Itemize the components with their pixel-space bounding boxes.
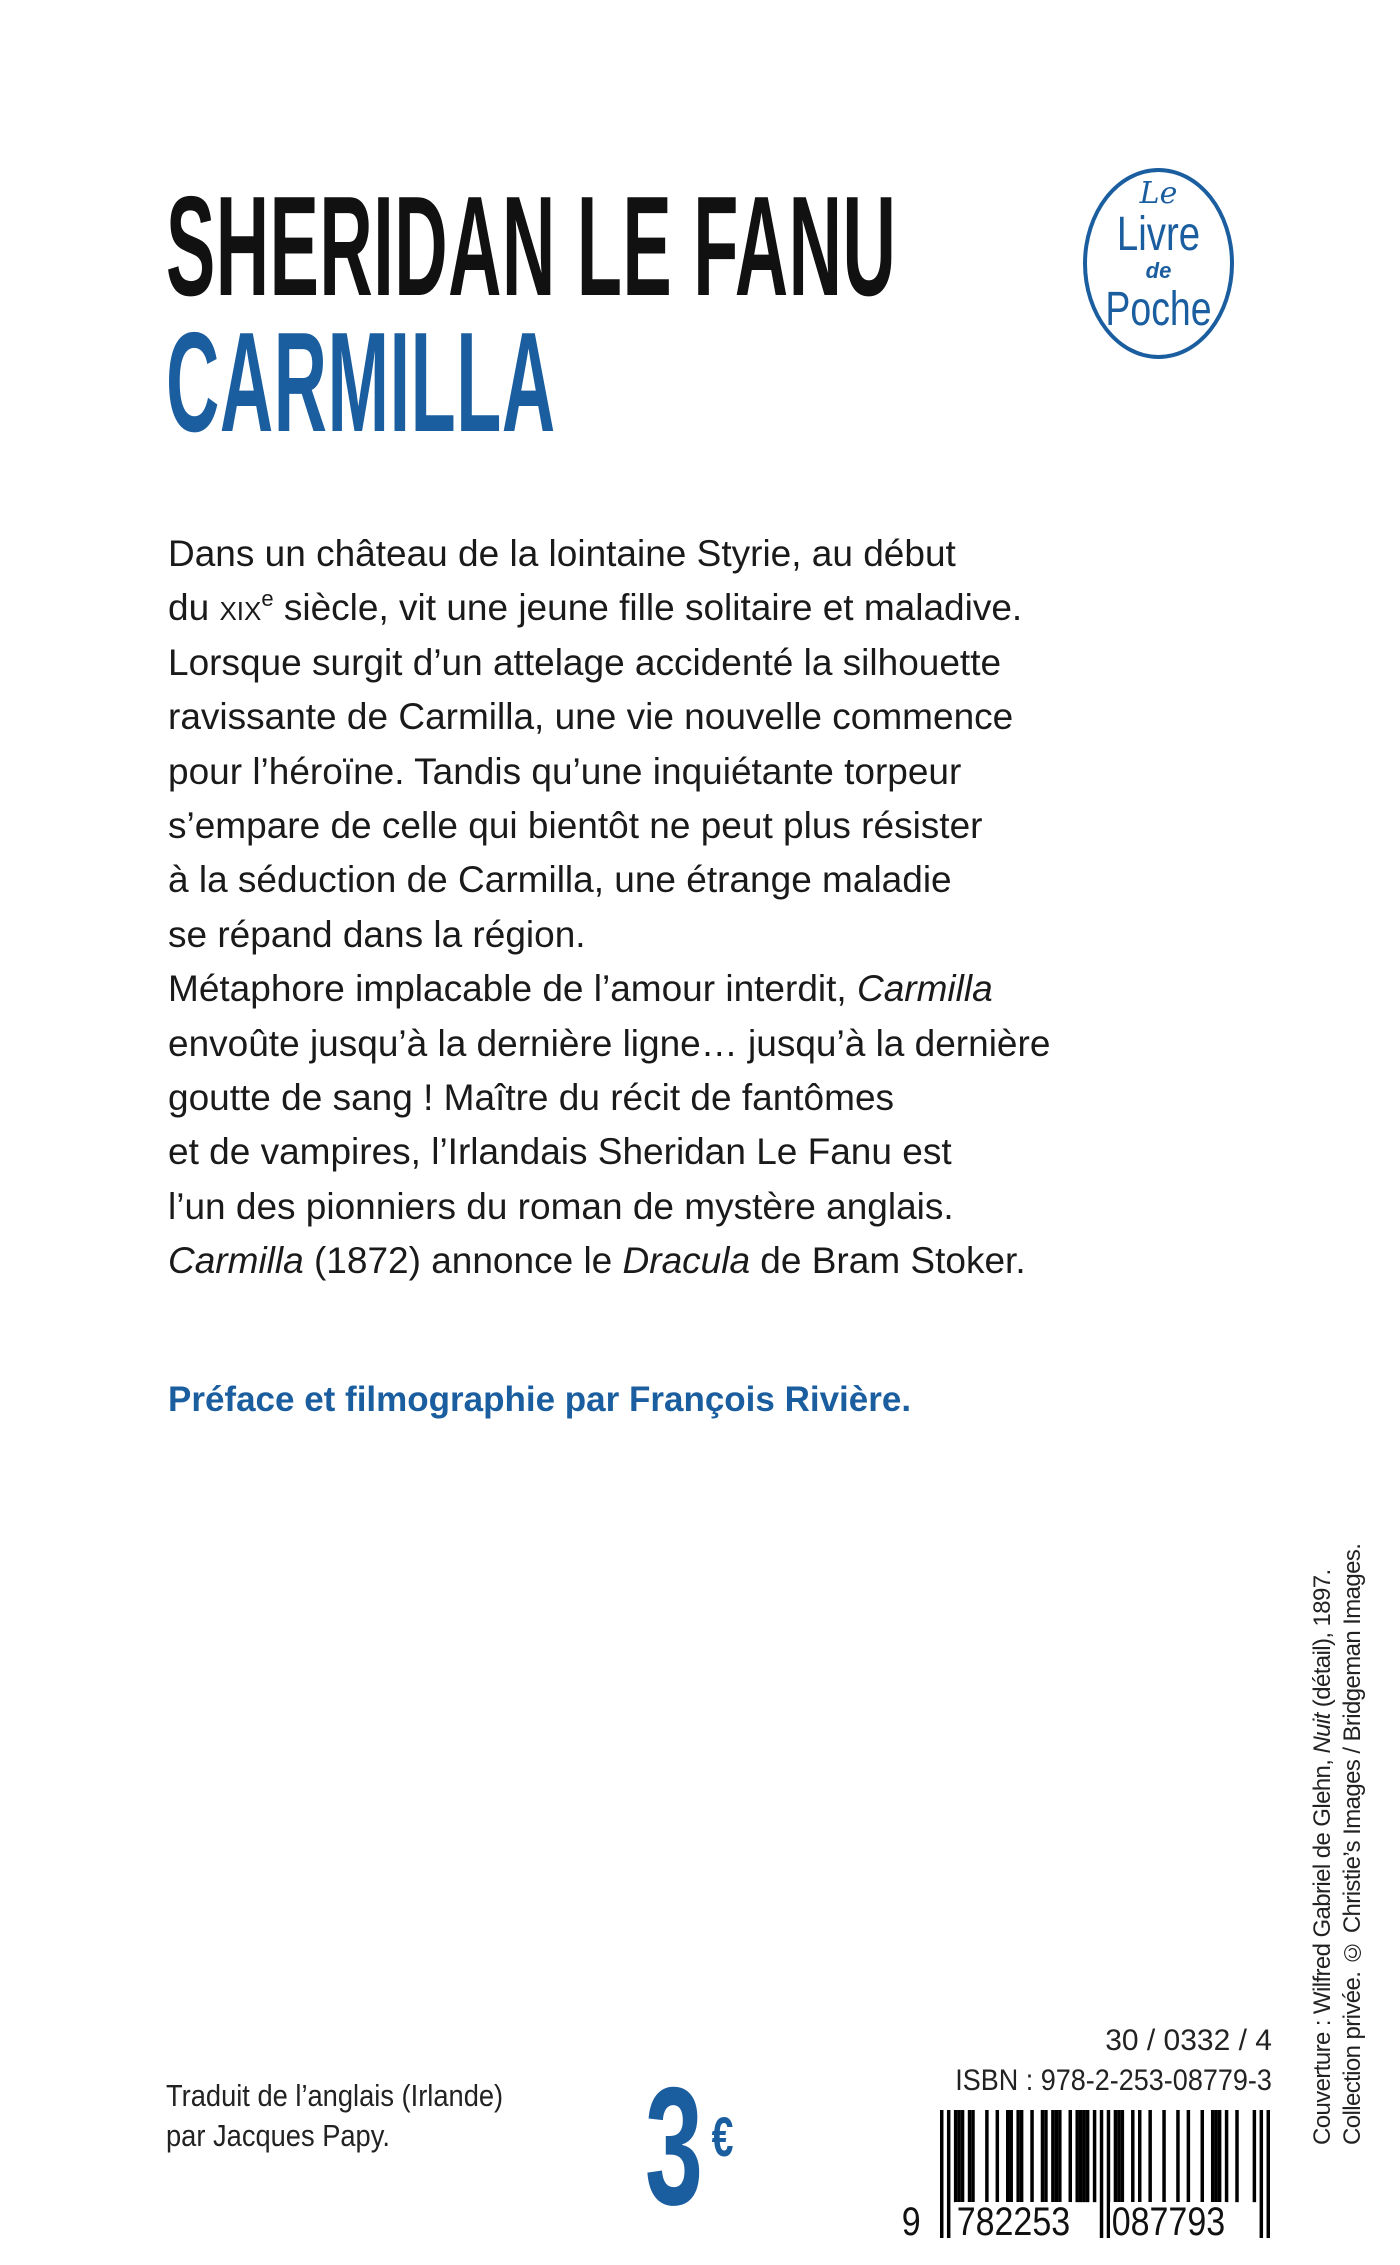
catalog-code: 30 / 0332 / 4 xyxy=(1105,2024,1272,2057)
logo-livre: Livre xyxy=(1116,208,1201,261)
italic-title: Dracula xyxy=(622,1240,751,1282)
barcode-bar xyxy=(1044,2110,1047,2202)
logo-le: Le xyxy=(1139,176,1178,211)
credits-text: Couverture : Wilfred Gabriel de Glehn, xyxy=(1309,1753,1336,2145)
blurb-segment: siècle, vit une jeune fille solitaire et maladive. xyxy=(273,587,1023,629)
blurb-segment: se répand dans la région. xyxy=(168,913,586,955)
blurb-segment: Métaphore implacable de l’amour interdit, xyxy=(168,968,857,1010)
credits-line-1 xyxy=(1308,1520,1338,2145)
blurb-line xyxy=(168,745,1050,799)
barcode-bar xyxy=(985,2110,988,2202)
barcode-bar xyxy=(1214,2110,1217,2202)
barcode-bar xyxy=(940,2110,943,2238)
blurb-segment: XIX xyxy=(219,596,262,627)
credits-line-2: Collection privée. © Christie’s Images / Bridgeman Images. xyxy=(1339,1543,1366,2145)
barcode-bar xyxy=(1218,2110,1221,2202)
blurb-segment: de Bram Stoker. xyxy=(750,1240,1026,1282)
barcode-bar xyxy=(957,2110,960,2202)
barcode-bar xyxy=(1069,2110,1072,2202)
blurb-segment: pour l’héroïne. Tandis qu’une inquiétante torpeur xyxy=(168,750,962,792)
barcode-bar xyxy=(1267,2110,1270,2238)
blurb-segment: et de vampires, l’Irlandais Sheridan Le Fanu est xyxy=(168,1131,952,1173)
barcode-bar xyxy=(1162,2110,1165,2202)
barcode-bar xyxy=(1093,2110,1096,2202)
barcode-bar xyxy=(1117,2110,1120,2202)
translator-line-2: par Jacques Papy. xyxy=(166,2118,390,2153)
barcode-bar xyxy=(1055,2110,1058,2202)
barcode-bar xyxy=(1086,2110,1089,2202)
barcode-bar xyxy=(947,2110,950,2238)
price-amount: 3 xyxy=(645,2052,703,2240)
barcode-bar xyxy=(1041,2110,1044,2202)
blurb-line xyxy=(168,908,1050,962)
barcode-bar xyxy=(968,2110,971,2202)
blurb-line xyxy=(168,1071,1050,1125)
price-currency: € xyxy=(711,2105,734,2168)
barcode-bar xyxy=(1201,2110,1204,2202)
blurb-segment: goutte de sang ! Maître du récit de fantômes xyxy=(168,1076,895,1118)
blurb-text xyxy=(168,527,1050,1288)
barcode-bar xyxy=(1260,2110,1263,2238)
blurb-line xyxy=(168,853,1050,907)
barcode-bar xyxy=(1079,2110,1082,2202)
barcode-bar xyxy=(1114,2110,1117,2202)
barcode-left-digits: 782253 xyxy=(956,2200,1071,2244)
barcode-bar xyxy=(1225,2110,1228,2202)
blurb-segment: à la séduction de Carmilla, une étrange maladie xyxy=(168,859,952,901)
price xyxy=(645,2052,738,2240)
italic-title: Carmilla xyxy=(856,968,993,1010)
barcode-bar xyxy=(1006,2110,1009,2202)
blurb-segment: l’un des pionniers du roman de mystère anglais. xyxy=(168,1185,954,1227)
barcode-bar xyxy=(961,2110,964,2202)
logo-poche: Poche xyxy=(1105,283,1212,336)
blurb-line xyxy=(168,1234,1050,1288)
barcode-bar xyxy=(1020,2110,1023,2202)
barcode-first-digit: 9 xyxy=(901,2200,921,2244)
blurb-segment: Dans un château de la lointaine Styrie, au début xyxy=(168,533,956,574)
cover-credits xyxy=(1308,1520,1368,2145)
blurb-segment: e xyxy=(261,586,274,612)
barcode-bar xyxy=(1131,2110,1134,2202)
author-name: SHERIDAN LE FANU xyxy=(166,167,897,326)
isbn: ISBN : 978-2-253-08779-3 xyxy=(955,2064,1272,2097)
barcode-bar xyxy=(1253,2110,1256,2202)
blurb-line xyxy=(168,1125,1050,1179)
barcode xyxy=(900,2110,1272,2245)
barcode-bar xyxy=(1235,2110,1238,2202)
blurb-segment: envoûte jusqu’à la dernière ligne… jusqu’à la dernière xyxy=(168,1022,1051,1064)
blurb-line xyxy=(168,962,1050,1016)
blurb-segment: s’empare de celle qui bientôt ne peut plus résister xyxy=(168,804,983,846)
barcode-bar xyxy=(1030,2110,1033,2202)
blurb-segment: du xyxy=(168,587,220,629)
credits-text: (détail), 1897. xyxy=(1309,1569,1336,1714)
barcode-bar xyxy=(1009,2110,1012,2202)
blurb-line xyxy=(168,799,1050,853)
barcode-right-digits: 087793 xyxy=(1111,2200,1226,2244)
barcode-bar xyxy=(1082,2110,1085,2202)
publisher-logo xyxy=(1083,168,1234,359)
blurb-segment: Lorsque surgit d’un attelage accidenté la silhouette xyxy=(168,641,1002,683)
book-title: CARMILLA xyxy=(166,303,556,462)
blurb-segment: ravissante de Carmilla, une vie nouvelle commence xyxy=(168,696,1014,738)
barcode-bar xyxy=(1148,2110,1151,2202)
blurb-line xyxy=(168,690,1050,744)
logo-de: de xyxy=(1145,258,1172,283)
barcode-bar xyxy=(1016,2110,1019,2202)
blurb-line xyxy=(168,581,1050,635)
blurb-line xyxy=(168,636,1050,690)
barcode-bar xyxy=(1051,2110,1054,2202)
translator-line-1: Traduit de l’anglais (Irlande) xyxy=(166,2078,504,2113)
barcode-bar xyxy=(1075,2110,1078,2202)
barcode-bar xyxy=(1058,2110,1061,2202)
artwork-title: Nuit xyxy=(1309,1713,1336,1754)
blurb-line xyxy=(168,527,1050,581)
barcode-bar xyxy=(1176,2110,1179,2202)
barcode-bar xyxy=(1121,2110,1124,2202)
preface-credit: Préface et filmographie par François Rivière. xyxy=(168,1380,912,1419)
barcode-bar xyxy=(1138,2110,1141,2202)
blurb-line xyxy=(168,1180,1050,1234)
italic-title: Carmilla xyxy=(168,1240,304,1282)
barcode-bar xyxy=(1211,2110,1214,2202)
blurb-segment: (1872) annonce le xyxy=(303,1240,623,1282)
barcode-bar xyxy=(1100,2110,1103,2238)
barcode-bar xyxy=(971,2110,974,2202)
barcode-bar xyxy=(996,2110,999,2202)
blurb-line xyxy=(168,1017,1050,1071)
barcode-bar xyxy=(1187,2110,1190,2202)
translator-credit xyxy=(166,2076,503,2156)
barcode-bar xyxy=(954,2110,957,2202)
